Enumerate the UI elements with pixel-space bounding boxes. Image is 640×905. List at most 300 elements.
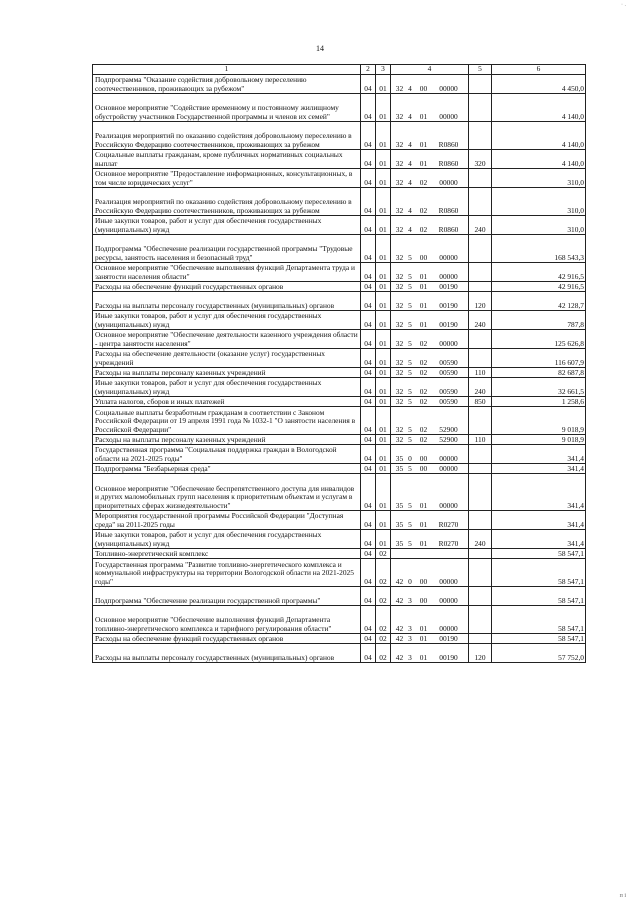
row-name: Государственная программа "Развитие топливно-энергетического комплекса и коммунальной инфраструктуры на территории Вологодской области на 2021-2025 годы" [93,559,361,587]
row-target-part-d: 00000 [439,338,458,348]
row-name: Топливно-энергетический комплекс [93,549,361,559]
row-target-part-b: 4 [408,158,412,168]
table-row [93,188,586,216]
row-subsection: 01 [376,122,391,150]
row-target-part-d: 00190 [439,652,458,662]
row-name: Расходы на выплаты персоналу государственных (муниципальных) органов [93,644,361,663]
table-row [93,216,586,235]
row-target-part-b: 5 [408,252,412,262]
row-target-article [391,530,469,549]
row-amount: 58 547,1 [492,587,586,606]
row-amount: 58 547,1 [492,606,586,634]
row-name: Расходы на обеспечение функций государственных органов [93,634,361,644]
row-target-part-a: 42 [395,623,404,633]
row-amount: 32 661,5 [492,378,586,397]
row-target-article [391,282,469,292]
row-expense-type: 240 [469,216,492,235]
table-row [93,397,586,407]
row-section: 04 [361,445,376,464]
table-row [93,644,586,663]
row-target-part-d: R0860 [438,205,459,215]
row-amount: 310,0 [492,188,586,216]
row-target-article [391,150,469,169]
row-name: Подпрограмма "Безбарьерная среда" [93,464,361,474]
row-target-part-b: 5 [408,519,412,529]
row-target-part-b: 4 [408,83,412,93]
row-subsection: 01 [376,282,391,292]
row-expense-type: 240 [469,378,492,397]
corner-mark: · . [621,2,626,8]
row-target-part-b: 5 [408,367,412,377]
row-target-part-a: 35 [395,538,404,548]
row-expense-type [469,587,492,606]
row-target-part-d: 00000 [439,623,458,633]
row-section: 04 [361,292,376,311]
row-section: 04 [361,464,376,474]
table-row [93,378,586,397]
row-amount: 310,0 [492,169,586,188]
row-name: Иные закупки товаров, работ и услуг для обеспечения государственных (муниципальных) нужд [93,530,361,549]
row-name: Реализация мероприятий по оказанию содействия добровольному переселению в Российскую Федерацию соотечественников, проживающих за рубежом [93,122,361,150]
row-expense-type [469,330,492,349]
row-expense-type [469,549,492,559]
row-section: 04 [361,530,376,549]
row-name: Подпрограмма "Обеспечение реализации государственной программы "Трудовые ресурсы, занятость населения и безопасный труд" [93,235,361,263]
row-section: 04 [361,397,376,407]
row-target-part-d: R0270 [438,538,459,548]
row-amount: 82 687,8 [492,368,586,378]
row-amount: 341,4 [492,511,586,530]
row-target-article [391,407,469,435]
row-amount: 341,4 [492,464,586,474]
row-amount: 42 916,5 [492,282,586,292]
row-target-part-c: 02 [419,434,428,444]
row-target-part-b: 4 [408,205,412,215]
row-target-part-c: 02 [419,396,428,406]
row-target-part-d: 00190 [439,633,458,643]
row-name: Реализация мероприятий по оказанию содействия добровольному переселению в Российскую Федерацию соотечественников, проживающих за рубежом [93,188,361,216]
table-row [93,530,586,549]
row-amount: 341,4 [492,474,586,511]
row-name: Подпрограмма "Оказание содействия добровольному переселению соотечественников, проживающих за рубежом" [93,75,361,94]
row-amount: 9 018,9 [492,407,586,435]
row-section: 04 [361,474,376,511]
row-section: 04 [361,282,376,292]
row-subsection: 02 [376,606,391,634]
row-target-article [391,511,469,530]
row-name: Иные закупки товаров, работ и услуг для обеспечения государственных (муниципальных) нужд [93,311,361,330]
row-target-part-d: 00190 [439,319,458,329]
row-target-part-c: 01 [419,281,428,291]
table-row [93,94,586,122]
row-target-part-c: 01 [419,319,428,329]
header-col-4: 4 [391,65,469,75]
row-target-part-a: 32 [395,111,404,121]
row-target-part-c: 00 [419,453,428,463]
row-expense-type [469,122,492,150]
row-target-part-d: 00000 [439,595,458,605]
row-target-part-c: 01 [419,519,428,529]
row-section: 04 [361,75,376,94]
row-section: 04 [361,311,376,330]
row-target-part-a: 42 [395,633,404,643]
row-subsection: 01 [376,169,391,188]
row-amount: 4 140,0 [492,94,586,122]
row-target-part-d: 00000 [439,576,458,586]
row-target-part-b: 3 [408,652,412,662]
row-target-part-c: 01 [419,538,428,548]
row-target-part-b: 0 [408,453,412,463]
row-subsection: 01 [376,368,391,378]
row-target-article [391,292,469,311]
row-target-part-d: R0860 [438,224,459,234]
row-expense-type [469,445,492,464]
row-target-part-b: 4 [408,139,412,149]
row-expense-type: 110 [469,435,492,445]
row-target-part-b: 3 [408,633,412,643]
row-expense-type [469,94,492,122]
row-name: Социальные выплаты гражданам, кроме публичных нормативных социальных выплат [93,150,361,169]
row-target-part-d: 00000 [439,500,458,510]
row-section: 04 [361,235,376,263]
row-subsection: 02 [376,549,391,559]
table-row [93,511,586,530]
row-target-part-b: 0 [408,576,412,586]
row-target-article [391,445,469,464]
row-section: 04 [361,407,376,435]
row-target-part-a: 35 [395,453,404,463]
table-row [93,122,586,150]
row-target-part-a: 32 [395,83,404,93]
row-subsection: 01 [376,94,391,122]
row-target-part-d: 00000 [439,463,458,473]
row-target-part-a: 42 [395,576,404,586]
row-subsection: 01 [376,150,391,169]
row-section: 04 [361,216,376,235]
row-amount: 42 916,5 [492,263,586,282]
row-target-part-c: 02 [419,424,428,434]
row-target-article [391,122,469,150]
row-target-part-a: 32 [395,338,404,348]
row-target-part-c: 00 [419,252,428,262]
row-section: 04 [361,634,376,644]
row-target-part-b: 5 [408,538,412,548]
row-expense-type [469,634,492,644]
row-target-part-c: 00 [419,463,428,473]
row-target-part-b: 4 [408,224,412,234]
row-amount: 116 607,9 [492,349,586,368]
row-target-part-b: 5 [408,357,412,367]
row-section: 04 [361,188,376,216]
row-section: 04 [361,263,376,282]
row-subsection: 01 [376,349,391,368]
row-target-part-c: 01 [419,300,428,310]
row-name: Расходы на выплаты персоналу казенных учреждений [93,435,361,445]
table-row [93,368,586,378]
row-target-part-a: 32 [395,271,404,281]
row-target-part-d: 00590 [439,357,458,367]
table-header-row [93,65,586,75]
row-target-article [391,435,469,445]
row-name: Иные закупки товаров, работ и услуг для обеспечения государственных (муниципальных) нужд [93,216,361,235]
row-target-part-c: 02 [419,386,428,396]
row-subsection: 01 [376,530,391,549]
row-subsection: 02 [376,644,391,663]
row-name: Расходы на обеспечение функций государственных органов [93,282,361,292]
row-subsection: 01 [376,464,391,474]
row-subsection: 02 [376,559,391,587]
row-target-part-b: 5 [408,300,412,310]
row-subsection: 01 [376,75,391,94]
row-target-part-c: 01 [419,271,428,281]
table-row [93,634,586,644]
row-target-part-a: 32 [395,396,404,406]
row-target-part-c: 01 [419,139,428,149]
row-target-part-b: 4 [408,177,412,187]
row-amount: 58 547,1 [492,634,586,644]
row-expense-type [469,606,492,634]
row-section: 04 [361,150,376,169]
row-subsection: 02 [376,634,391,644]
row-target-part-b: 5 [408,271,412,281]
row-target-part-d: 00000 [439,271,458,281]
row-subsection: 01 [376,435,391,445]
row-amount: 58 547,1 [492,549,586,559]
row-expense-type [469,474,492,511]
row-target-part-d: 00000 [439,252,458,262]
row-expense-type: 240 [469,530,492,549]
row-name: Мероприятия государственной программы Российской Федерации "Доступная среда" на 2011-2025 годы [93,511,361,530]
row-target-part-a: 32 [395,357,404,367]
table-row [93,549,586,559]
row-target-part-c: 02 [419,357,428,367]
row-name: Подпрограмма "Обеспечение реализации государственной программы" [93,587,361,606]
row-subsection: 01 [376,397,391,407]
row-amount: 125 626,8 [492,330,586,349]
table-row [93,407,586,435]
table-row [93,282,586,292]
row-target-part-b: 5 [408,463,412,473]
table-row [93,435,586,445]
row-target-part-b: 5 [408,396,412,406]
row-target-part-d: 00590 [439,396,458,406]
row-target-part-d: R0270 [438,519,459,529]
row-name: Основное мероприятие "Содействие временному и постоянному жилищному обустройству участников Государственной программы и членов их семей" [93,94,361,122]
row-target-article [391,549,469,559]
row-target-article [391,330,469,349]
row-section: 04 [361,644,376,663]
table-row [93,311,586,330]
row-subsection: 01 [376,330,391,349]
row-expense-type: 110 [469,368,492,378]
row-target-article [391,644,469,663]
row-target-article [391,349,469,368]
row-expense-type: 120 [469,644,492,663]
row-amount: 787,8 [492,311,586,330]
row-expense-type [469,263,492,282]
row-section: 04 [361,549,376,559]
row-target-part-c: 01 [419,158,428,168]
row-name: Расходы на обеспечение деятельности (оказание услуг) государственных учреждений [93,349,361,368]
row-expense-type [469,282,492,292]
header-col-6: 6 [492,65,586,75]
row-subsection: 01 [376,511,391,530]
row-subsection: 01 [376,407,391,435]
row-subsection: 01 [376,235,391,263]
row-target-part-a: 35 [395,519,404,529]
row-target-part-c: 01 [419,623,428,633]
row-amount: 42 128,7 [492,292,586,311]
row-expense-type [469,75,492,94]
row-target-part-a: 35 [395,500,404,510]
row-target-part-a: 32 [395,434,404,444]
row-amount: 4 140,0 [492,150,586,169]
header-col-1: 1 [93,65,361,75]
row-target-part-b: 5 [408,281,412,291]
row-section: 04 [361,435,376,445]
row-target-part-a: 32 [395,424,404,434]
row-target-article [391,75,469,94]
row-amount: 310,0 [492,216,586,235]
footer-mark: п і [619,893,626,899]
row-target-part-c: 02 [419,367,428,377]
table-row [93,263,586,282]
table-row [93,75,586,94]
row-amount: 341,4 [492,445,586,464]
row-section: 04 [361,559,376,587]
row-target-part-c: 01 [419,633,428,643]
row-target-part-b: 5 [408,424,412,434]
row-target-part-b: 5 [408,386,412,396]
row-target-part-a: 32 [395,139,404,149]
row-target-part-d: 00000 [439,111,458,121]
row-target-part-c: 00 [419,576,428,586]
header-col-3: 3 [376,65,391,75]
row-target-part-c: 01 [419,111,428,121]
row-target-part-c: 00 [419,595,428,605]
row-section: 04 [361,511,376,530]
row-target-part-b: 4 [408,111,412,121]
table-row [93,445,586,464]
row-amount: 4 450,0 [492,75,586,94]
row-subsection: 01 [376,378,391,397]
row-name: Уплата налогов, сборов и иных платежей [93,397,361,407]
row-section: 04 [361,94,376,122]
row-target-article [391,474,469,511]
row-expense-type: 850 [469,397,492,407]
row-subsection: 01 [376,216,391,235]
row-target-part-a: 32 [395,224,404,234]
row-target-article [391,559,469,587]
row-subsection: 01 [376,474,391,511]
row-target-article [391,311,469,330]
row-target-part-b: 5 [408,434,412,444]
row-amount: 168 543,3 [492,235,586,263]
row-expense-type [469,349,492,368]
header-col-2: 2 [361,65,376,75]
row-expense-type: 120 [469,292,492,311]
row-subsection: 01 [376,311,391,330]
row-target-part-a: 32 [395,252,404,262]
row-target-part-c: 02 [419,224,428,234]
row-section: 04 [361,587,376,606]
budget-table [92,64,586,663]
table-row [93,587,586,606]
row-target-part-a: 32 [395,386,404,396]
row-target-part-d: 00190 [439,281,458,291]
row-target-part-b: 5 [408,338,412,348]
row-section: 04 [361,606,376,634]
row-amount: 341,4 [492,530,586,549]
table-row [93,349,586,368]
row-target-part-a: 32 [395,367,404,377]
row-target-part-c: 00 [419,83,428,93]
row-target-part-b: 3 [408,595,412,605]
row-expense-type [469,407,492,435]
row-section: 04 [361,122,376,150]
row-expense-type [469,511,492,530]
row-target-part-c: 02 [419,338,428,348]
row-subsection: 01 [376,445,391,464]
row-target-part-d: 00190 [439,300,458,310]
row-name: Расходы на выплаты персоналу государственных (муниципальных) органов [93,292,361,311]
row-target-part-a: 35 [395,463,404,473]
row-section: 04 [361,330,376,349]
row-name: Основное мероприятие "Обеспечение деятельности казенного учреждения области - центра занятости населения" [93,330,361,349]
row-subsection: 01 [376,188,391,216]
row-expense-type [469,464,492,474]
row-target-part-c: 02 [419,177,428,187]
page-number: 14 [316,44,324,53]
row-target-article [391,263,469,282]
row-expense-type [469,235,492,263]
row-target-article [391,169,469,188]
row-target-article [391,368,469,378]
row-target-part-a: 32 [395,158,404,168]
row-name: Государственная программа "Социальная поддержка граждан в Вологодской области на 2021-2025 годы" [93,445,361,464]
row-target-part-a: 32 [395,281,404,291]
row-section: 04 [361,349,376,368]
row-target-article [391,235,469,263]
row-name: Расходы на выплаты персоналу казенных учреждений [93,368,361,378]
table-row [93,330,586,349]
table-row [93,169,586,188]
row-amount: 1 258,6 [492,397,586,407]
row-expense-type [469,188,492,216]
row-target-part-d: 00000 [439,453,458,463]
header-col-5: 5 [469,65,492,75]
table-row [93,606,586,634]
row-name: Иные закупки товаров, работ и услуг для обеспечения государственных (муниципальных) нужд [93,378,361,397]
table-row [93,150,586,169]
row-name: Основное мероприятие "Обеспечение выполнения функций Департамента топливно-энергетического комплекса и тарифного регулирования области" [93,606,361,634]
row-amount: 58 547,1 [492,559,586,587]
row-subsection: 01 [376,263,391,282]
row-target-article [391,94,469,122]
row-target-part-b: 3 [408,623,412,633]
row-section: 04 [361,368,376,378]
row-target-part-c: 02 [419,205,428,215]
row-target-part-b: 5 [408,500,412,510]
row-expense-type [469,559,492,587]
row-target-part-d: R0860 [438,139,459,149]
row-name: Основное мероприятие "Обеспечение выполнения функций Департамента труда и занятости населения области" [93,263,361,282]
row-expense-type: 240 [469,311,492,330]
row-amount: 9 018,9 [492,435,586,445]
row-target-article [391,216,469,235]
table-row [93,474,586,511]
row-target-part-d: R0860 [438,158,459,168]
